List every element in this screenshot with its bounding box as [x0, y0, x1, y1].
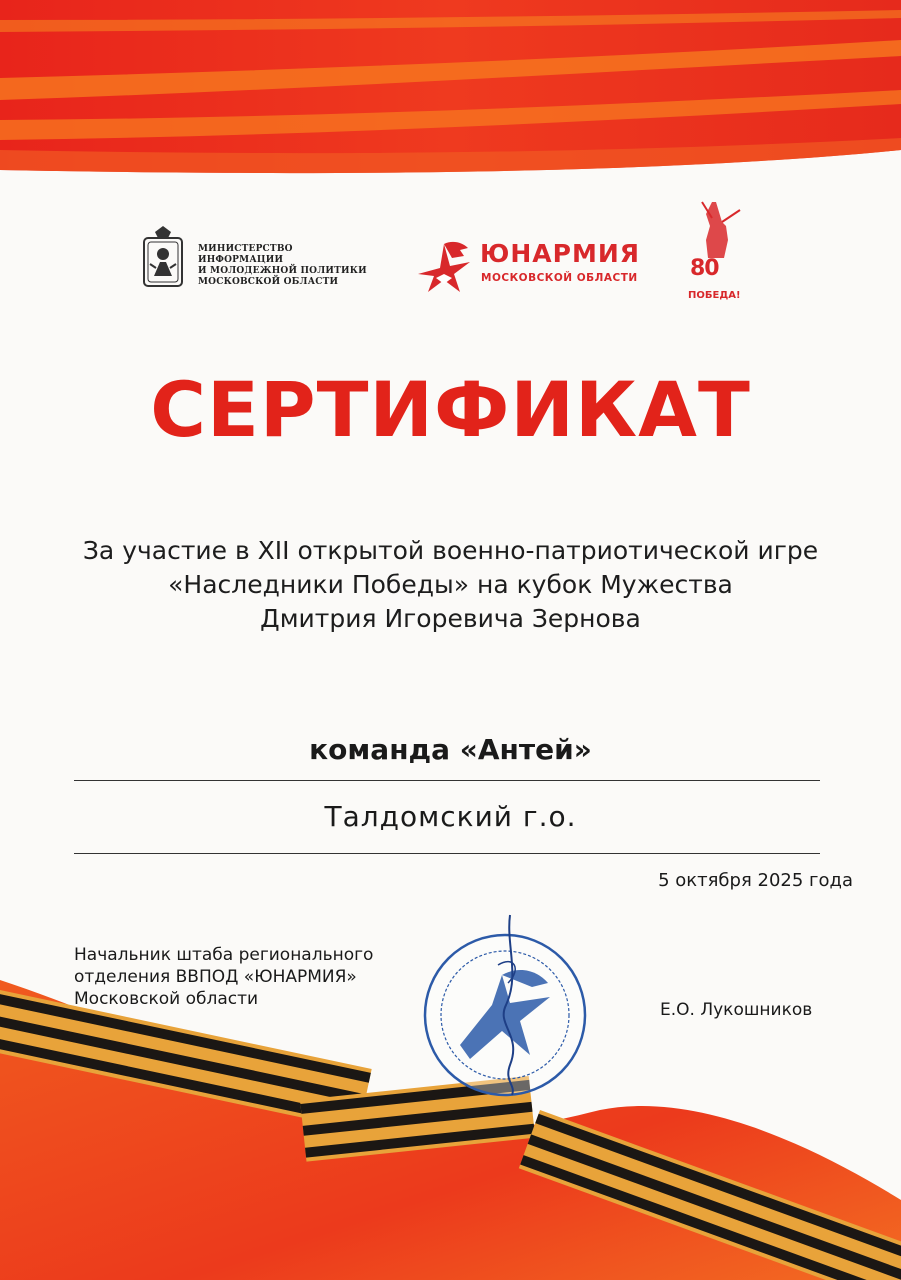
ministry-logo: [140, 224, 380, 294]
victory-80-logo: [682, 200, 752, 310]
anniversary-label: ПОБЕДА!: [688, 290, 741, 301]
divider-line: [74, 853, 820, 854]
certificate-title: СЕРТИФИКАТ: [150, 365, 751, 454]
body-line: Дмитрия Игоревича Зернова: [260, 604, 641, 633]
body-line: «Наследники Победы» на кубок Мужества: [168, 570, 733, 599]
yunarmia-logo: [414, 234, 654, 294]
divider-line: [74, 780, 820, 781]
ministry-name: МИНИСТЕРСТВО ИНФОРМАЦИИ И МОЛОДЕЖНОЙ ПОЛИТИКИ МОСКОВСКОЙ ОБЛАСТИ: [198, 244, 367, 287]
yunarmia-title: ЮНАРМИЯ: [480, 239, 640, 268]
district-name: Талдомский г.о.: [324, 800, 577, 833]
yunarmia-subtitle: МОСКОВСКОЙ ОБЛАСТИ: [481, 272, 638, 284]
team-name: команда «Антей»: [309, 733, 592, 766]
body-line: За участие в XII открытой военно-патриотической игре: [82, 536, 819, 565]
logos-row: [0, 200, 901, 320]
certificate-body: [0, 534, 901, 636]
official-stamp: [410, 905, 600, 1105]
coat-of-arms-icon: [140, 224, 190, 294]
signatory-position: Начальник штаба регионального отделения ВВПОД «ЮНАРМИЯ» Московской области: [74, 945, 374, 1009]
motherland-statue-icon: [682, 200, 752, 260]
certificate-date: 5 октября 2025 года: [658, 870, 853, 891]
signatory-name: Е.О. Лукошников: [660, 1000, 813, 1020]
yunarmia-eagle-icon: [414, 234, 474, 294]
top-banner: [0, 0, 901, 180]
anniversary-number: 80: [690, 256, 719, 281]
